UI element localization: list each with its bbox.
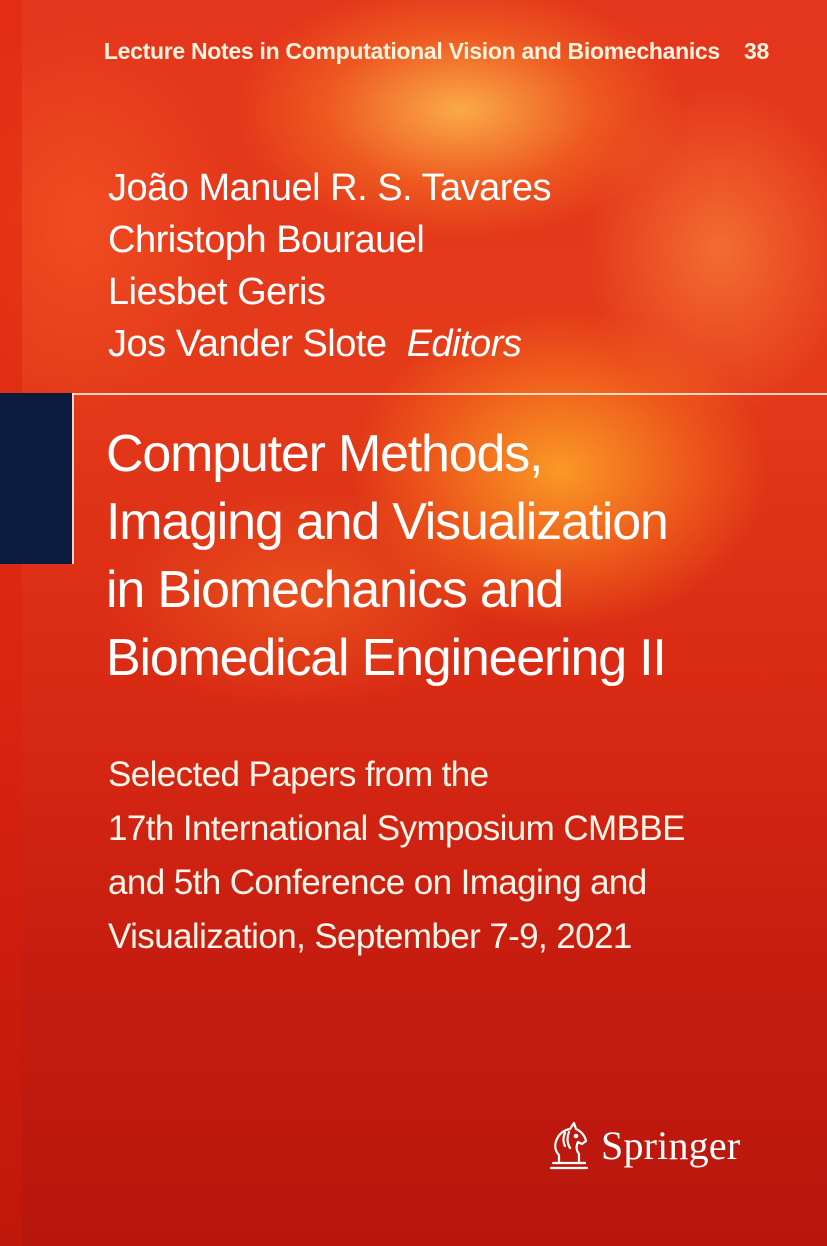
editors-list: [108, 162, 551, 370]
book-subtitle-line: and 5th Conference on Imaging and: [108, 863, 647, 902]
book-title-line: in Biomechanics and: [106, 561, 564, 619]
editors-role-label: Editors: [406, 323, 522, 365]
cover-edge-strip: [0, 0, 22, 1246]
title-accent-block: [0, 393, 72, 564]
springer-horse-icon: [545, 1117, 593, 1173]
publisher-name: Springer: [601, 1122, 741, 1168]
title-divider-vertical: [72, 393, 74, 564]
series-volume: 38: [744, 38, 769, 64]
title-divider-rule: [72, 393, 827, 395]
editor-name: Jos Vander Slote: [108, 323, 387, 365]
series-title: [104, 38, 769, 65]
series-name: Lecture Notes in Computational Vision and Biomechanics: [103, 38, 720, 64]
book-subtitle-line: Selected Papers from the: [108, 755, 489, 794]
book-title-line: Biomedical Engineering II: [106, 629, 666, 687]
book-subtitle-line: Visualization, September 7-9, 2021: [108, 917, 632, 956]
editor-name-last: [108, 318, 551, 370]
book-subtitle: [108, 748, 808, 964]
editor-name: Christoph Bourauel: [108, 219, 425, 261]
book-subtitle-line: 17th International Symposium CMBBE: [108, 809, 685, 848]
book-title-line: Imaging and Visualization: [106, 493, 668, 551]
publisher-logo: [545, 1117, 740, 1173]
book-title: [106, 420, 806, 692]
editor-name: Liesbet Geris: [108, 271, 326, 313]
book-title-line: Computer Methods,: [106, 425, 543, 483]
editor-name: João Manuel R. S. Tavares: [108, 167, 552, 209]
